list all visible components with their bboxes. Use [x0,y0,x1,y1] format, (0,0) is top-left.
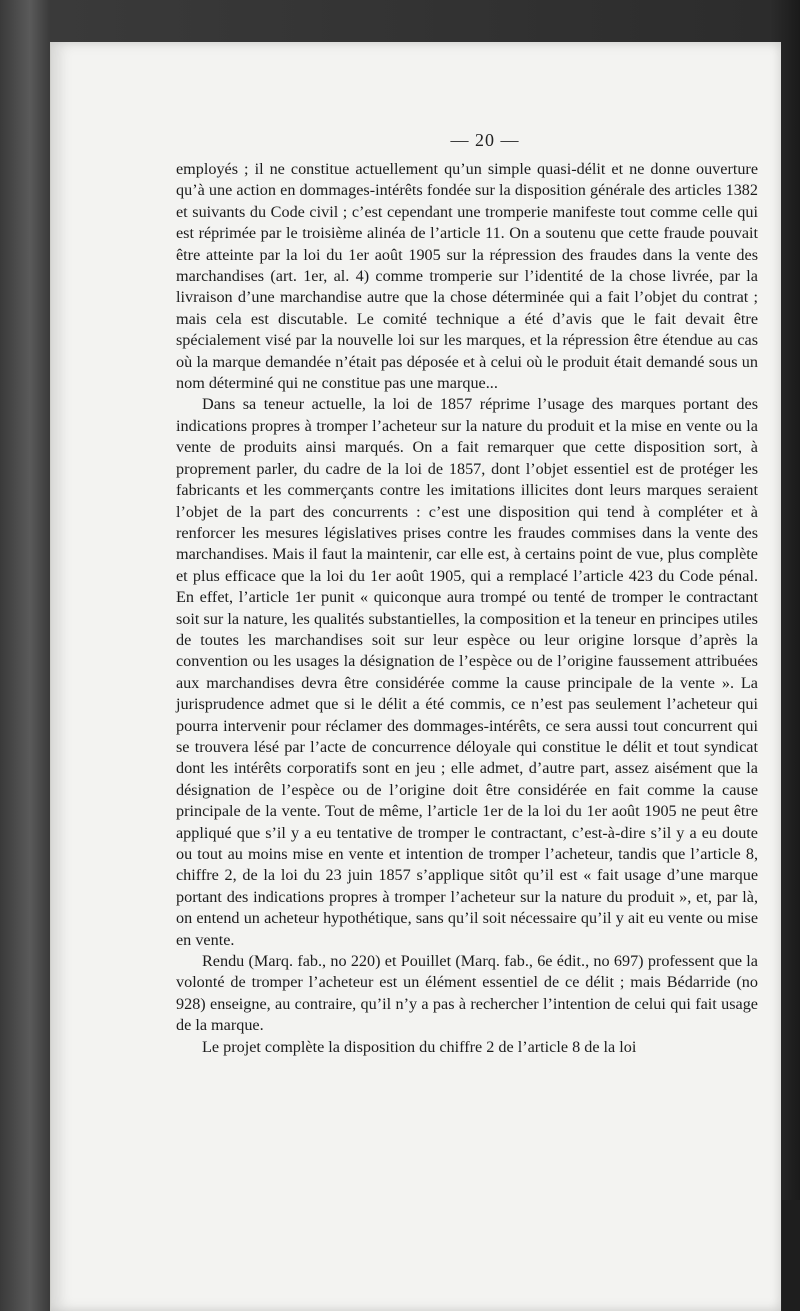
paragraph-4: Le projet complète la disposition du chiffre 2 de l’article 8 de la loi [202,1037,637,1056]
body-text [176,159,758,1058]
document-page [50,42,781,1311]
paragraph-1: employés ; il ne constitue actuellement qu’un simple quasi-délit et ne donne ouverture qu’à une action en dommages-intérêts fondée sur la disposition générale des articles 1382 et suivants du Code civil ; c’est cependant une tromperie manifeste tout comme celle qui est réprimée par le troisième alinéa de l’article 11. On a soutenu que cette fraude pouvait être atteinte par la loi du 1er août 1905 sur la répression des fraudes dans la vente des marchandises (art. 1er, al. 4) comme tromperie sur l’identité de la chose livrée, par la livraison d’une marchandise autre que la chose déterminée qui a fait l’objet du contrat ; mais cela est discutable. Le comité technique a été d’avis que le fait devait être spécialement visé par la nouvelle loi sur les marques, et la répression être étendue au cas où la marque demandée n’était pas déposée et à celui où le produit était demandé sous un nom déterminé qui ne constitue pas une marque... [176,160,758,393]
scan-edge [782,1200,800,1311]
paragraph-3: Rendu (Marq. fab., no 220) et Pouillet (Marq. fab., 6e édit., no 697) professent que la volonté de tromper l’acheteur est un élément essentiel de ce délit ; mais Bédarride (no 928) enseigne, au contraire, qu’il n’y a pas à rechercher l’intention de celui qui fait usage de la marque. [176,952,758,1035]
paragraph-2: Dans sa teneur actuelle, la loi de 1857 réprime l’usage des marques portant des indications propres à tromper l’acheteur sur la nature du produit et la mise en vente ou la vente de produits ainsi marqués. On a fait remarquer que cette disposition sort, à proprement parler, du cadre de la loi de 1857, dont l’objet essentiel est de protéger les fabricants et les commerçants contre les imitations illicites dont leurs marques seraient l’objet de la part des concurrents : c’est une disposition qui tend à compléter et à renforcer les mesures législatives prises contre les fraudes commises dans la vente des marchandises. Mais il faut la maintenir, car elle est, à certains point de vue, plus complète et plus efficace que la loi du 1er août 1905, qui a remplacé l’article 423 du Code pénal. En effet, l’article 1er punit « quiconque aura trompé ou tenté de tromper le contractant soit sur la nature, les qualités substantielles, la composition et la teneur en principes utiles de toutes les marchandises soit sur leur espèce ou leur origine lorsque d’après la convention ou les usages la désignation de l’espèce ou de l’origine faussement attribuées aux marchandises devra être considérée comme la cause principale de la vente ». La jurisprudence admet que si le délit a été commis, ce n’est pas seulement l’acheteur qui pourra intervenir pour réclamer des dommages-intérêts, ce sera aussi tout concurrent qui se trouvera lésé par l’acte de concurrence déloyale qui constitue le délit et tout syndicat dont les intérêts corporatifs sont en jeu ; elle admet, d’autre part, assez aisément que la désignation de l’espèce ou de l’origine doit être considérée en fait comme la cause principale de la vente. Tout de même, l’article 1er de la loi du 1er août 1905 ne peut être appliqué que s’il y a eu tentative de tromper le contractant, c’est-à-dire s’il y a eu doute ou tout au moins mise en vente et intention de tromper l’acheteur, tandis que l’article 8, chiffre 2, de la loi du 23 juin 1857 s’applique sitôt qu’il est « fait usage d’une marque portant des indications propres à tromper l’acheteur sur la nature du produit », et, par là, on entend un acheteur hypothétique, sans qu’il soit nécessaire qu’il y ait eu vente ou mise en vente. [176,395,758,949]
page-number: — 20 — [450,130,520,150]
